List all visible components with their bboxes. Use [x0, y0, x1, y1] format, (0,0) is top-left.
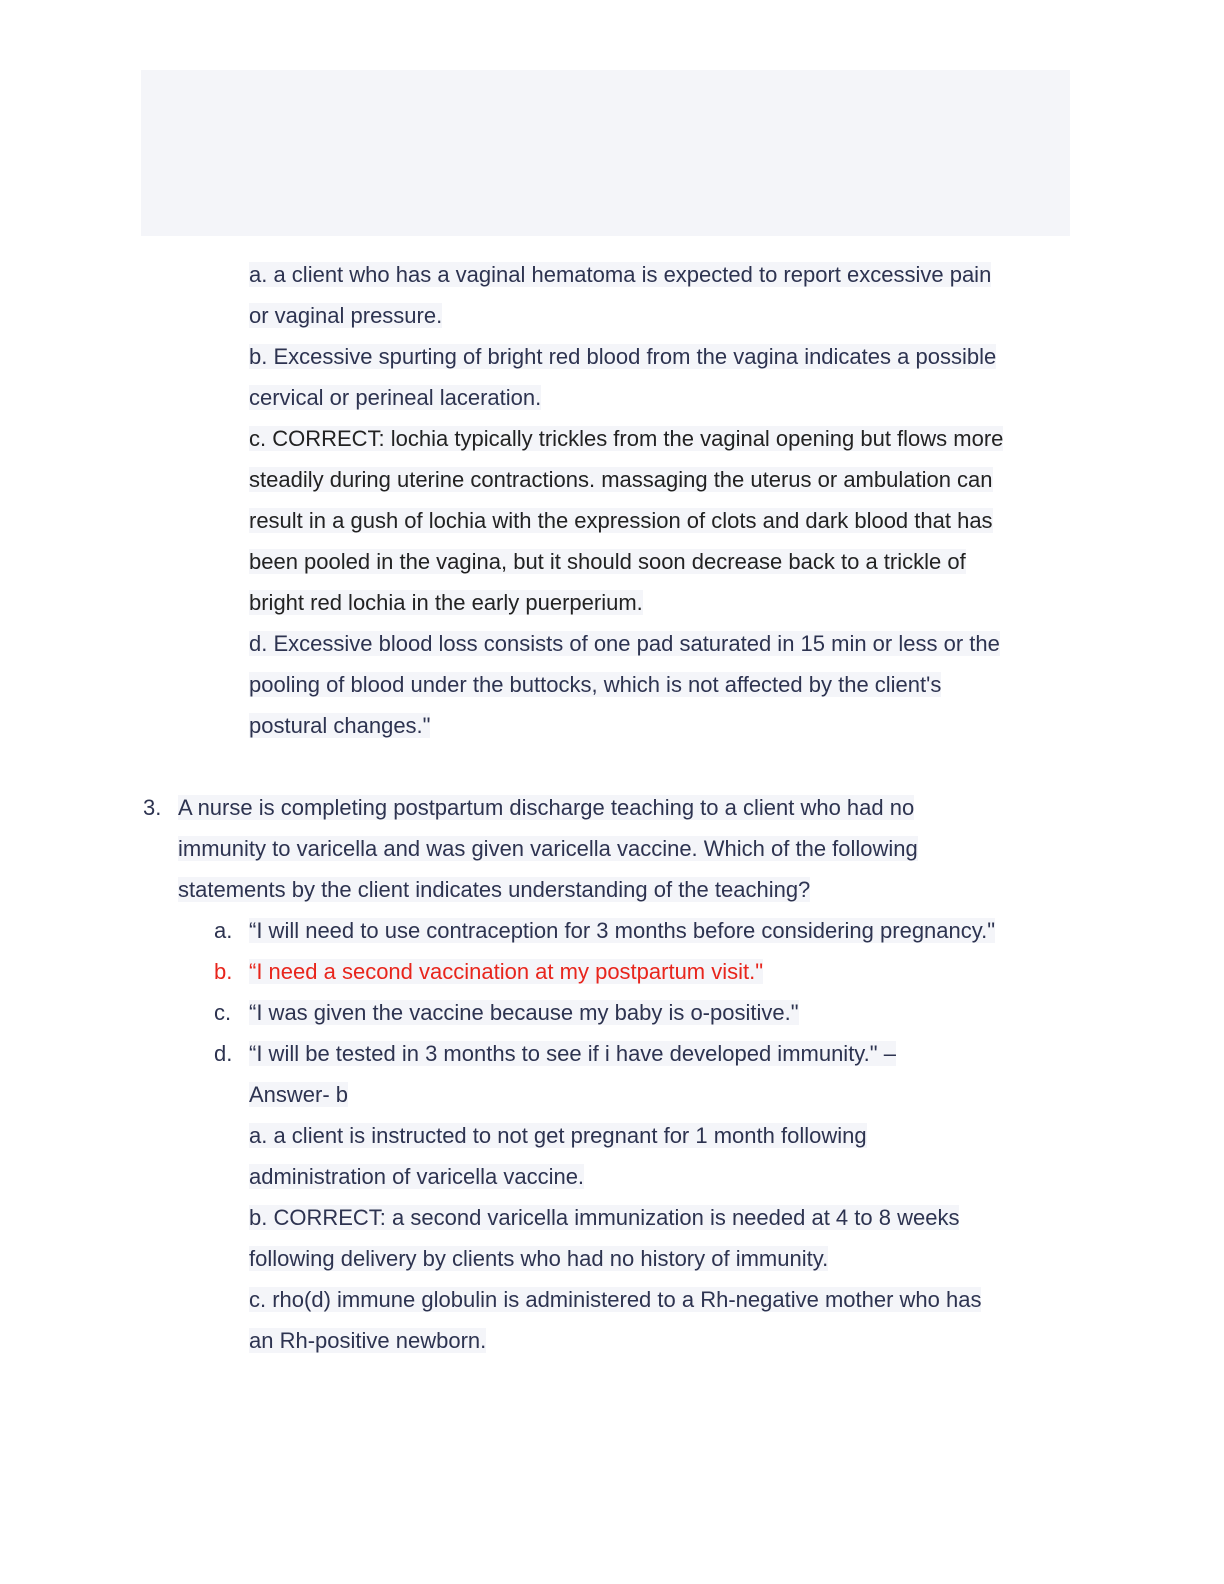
- q3-rationale-c-line: c. rho(d) immune globulin is administered to a Rh-negative mother who has: [249, 1287, 982, 1312]
- q2-rationale-d-line: d. Excessive blood loss consists of one pad saturated in 15 min or less or the: [249, 631, 1000, 656]
- q2-rationale-c-line: c. CORRECT: lochia typically trickles from the vaginal opening but flows more: [249, 426, 1004, 451]
- option-c: “I was given the vaccine because my baby is o-positive.": [249, 1000, 799, 1025]
- q2-rationale-a-line: or vaginal pressure.: [249, 303, 443, 328]
- q2-rationale-a-line: a. a client who has a vaginal hematoma is expected to report excessive pain: [249, 262, 992, 287]
- question-stem-line: A nurse is completing postpartum discharge teaching to a client who had no: [178, 795, 915, 820]
- option-c-marker: c.: [214, 1000, 232, 1025]
- q2-rationale-d-line: pooling of blood under the buttocks, which is not affected by the client's: [249, 672, 942, 697]
- q2-rationale-d-line: postural changes.": [249, 713, 431, 738]
- option-d-marker: d.: [214, 1041, 233, 1066]
- option-a-marker: a.: [214, 918, 233, 943]
- q3-rationale-a-line: administration of varicella vaccine.: [249, 1164, 585, 1189]
- q3-rationale-a-line: a. a client is instructed to not get pregnant for 1 month following: [249, 1123, 867, 1148]
- question-number: 3.: [143, 795, 162, 820]
- q3-rationale-b-line: following delivery by clients who had no history of immunity.: [249, 1246, 829, 1271]
- option-b-marker: b.: [214, 959, 233, 984]
- answer-key: Answer- b: [249, 1082, 349, 1107]
- q2-rationale-c-line: been pooled in the vagina, but it should soon decrease back to a trickle of: [249, 549, 966, 574]
- q2-rationale-b-line: b. Excessive spurting of bright red blood from the vagina indicates a possible: [249, 344, 997, 369]
- option-a: “I will need to use contraception for 3 months before considering pregnancy.": [249, 918, 996, 943]
- q2-rationale-c-line: bright red lochia in the early puerperium.: [249, 590, 643, 615]
- question-stem-line: immunity to varicella and was given varicella vaccine. Which of the following: [178, 836, 918, 861]
- option-d: “I will be tested in 3 months to see if i have developed immunity." –: [249, 1041, 896, 1066]
- q2-rationale-b-line: cervical or perineal laceration.: [249, 385, 542, 410]
- q3-rationale-c-line: an Rh-positive newborn.: [249, 1328, 487, 1353]
- option-b-correct: “I need a second vaccination at my postpartum visit.": [249, 959, 764, 984]
- header-blank-area: [141, 70, 1070, 236]
- q2-rationale-c-line: steadily during uterine contractions. massaging the uterus or ambulation can: [249, 467, 993, 492]
- q3-rationale-b-line: b. CORRECT: a second varicella immunization is needed at 4 to 8 weeks: [249, 1205, 960, 1230]
- question-stem-line: statements by the client indicates understanding of the teaching?: [178, 877, 811, 902]
- q2-rationale-c-line: result in a gush of lochia with the expression of clots and dark blood that has: [249, 508, 993, 533]
